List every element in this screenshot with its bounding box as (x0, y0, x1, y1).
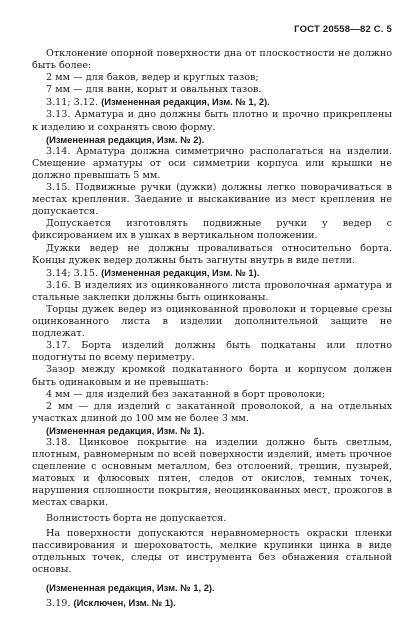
clause-number: 3.14; 3.15. (46, 267, 102, 279)
paragraph: 2 мм — для изделий с закатанной проволокой, а на отдельных участках длиной до 100 мм не более 3 мм. (32, 400, 392, 424)
clause-number: 3.19. (46, 598, 74, 610)
paragraph: 4 мм — для изделий без закатанной в борт проволоки; (46, 388, 325, 400)
paragraph: 3.15. Подвижные ручки (дужки) должны легко поворачиваться в местах крепления. Заедание и выскакивание из мест крепления не допускается. (32, 182, 392, 218)
revision-note: (Измененная редакция, Изм. № 1). (101, 266, 260, 278)
revision-note: (Измененная редакция, Изм. № 1, 2). (101, 96, 270, 108)
paragraph: 2 мм — для баков, ведер и круглых тазов; (46, 72, 259, 84)
paragraph (32, 597, 392, 610)
revision-note: (Измененная редакция, Изм. № 1). (46, 424, 205, 436)
document-body (32, 48, 392, 610)
paragraph: 3.16. В изделиях из оцинкованного листа проволочная арматура и стальные заклепки должны быть оцинкованы. (32, 279, 392, 303)
paragraph: Торцы дужек ведер из оцинкованной проволоки и торцевые срезы оцинкованного листа в изделии дополнительной защите не подлежат. (32, 303, 392, 340)
paragraph: 3.17. Борта изделий должны быть подкатаны или плотно подогнуты по всему периметру. (32, 340, 392, 364)
paragraph: 3.14. Арматура должна симметрично располагаться на изделии. Смещение арматуры от оси симметрии корпуса или крышки не должно превышать 5 мм. (32, 145, 392, 181)
paragraph (32, 96, 392, 109)
paragraph: Отклонение опорной поверхности дна от плоскостности не должно быть более: (32, 48, 392, 72)
revision-note: (Измененная редакция, Изм. № 2). (46, 133, 205, 145)
page-header: ГОСТ 20558—82 С. 5 (294, 24, 392, 35)
paragraph: 3.13. Арматура и дно должны быть плотно и прочно прикреплены к изделию и сохранять свою форму. (32, 109, 392, 133)
paragraph: Допускается изготовлять подвижные ручки у ведер с фиксированием их в ушках в вертикальном положении. (32, 218, 392, 242)
paragraph: Зазор между кромкой подкатанного борта и корпусом должен быть одинаковым и не превышать: (32, 364, 392, 388)
paragraph: Волнистость борта не допускается. (46, 512, 227, 524)
paragraph: 3.18. Цинковое покрытие на изделии должно быть светлым, плотным, равномерным по всей поверхности изделий, иметь прочное сцепление с основным металлом, без отслоений, трещин, пузырей, матовых и флюсовых пятен, следов от окислов, темных точек, нарушения сплошности покрытия, неоцинкованных мест, прожогов в местах сварки. (32, 437, 392, 509)
revision-note: (Исключен, Изм. № 1). (73, 597, 176, 609)
paragraph: Дужки ведер не должны проваливаться относительно борта. Концы дужек ведер должны быть загнуты внутрь в виде петли. (32, 242, 392, 266)
paragraph (32, 267, 392, 280)
revision-note: (Измененная редакция, Изм. № 1, 2). (46, 582, 215, 594)
clause-number: 3.11; 3.12. (46, 97, 102, 109)
paragraph: 7 мм — для ванн, корыт и овальных тазов. (46, 84, 262, 96)
paragraph: На поверхности допускаются неравномерность окраски пленки пассивирования и шероховатость, мелкие крупинки цинка в виде отдельных точек, следы от инструмента без обнажения стальной основы. (32, 527, 392, 575)
